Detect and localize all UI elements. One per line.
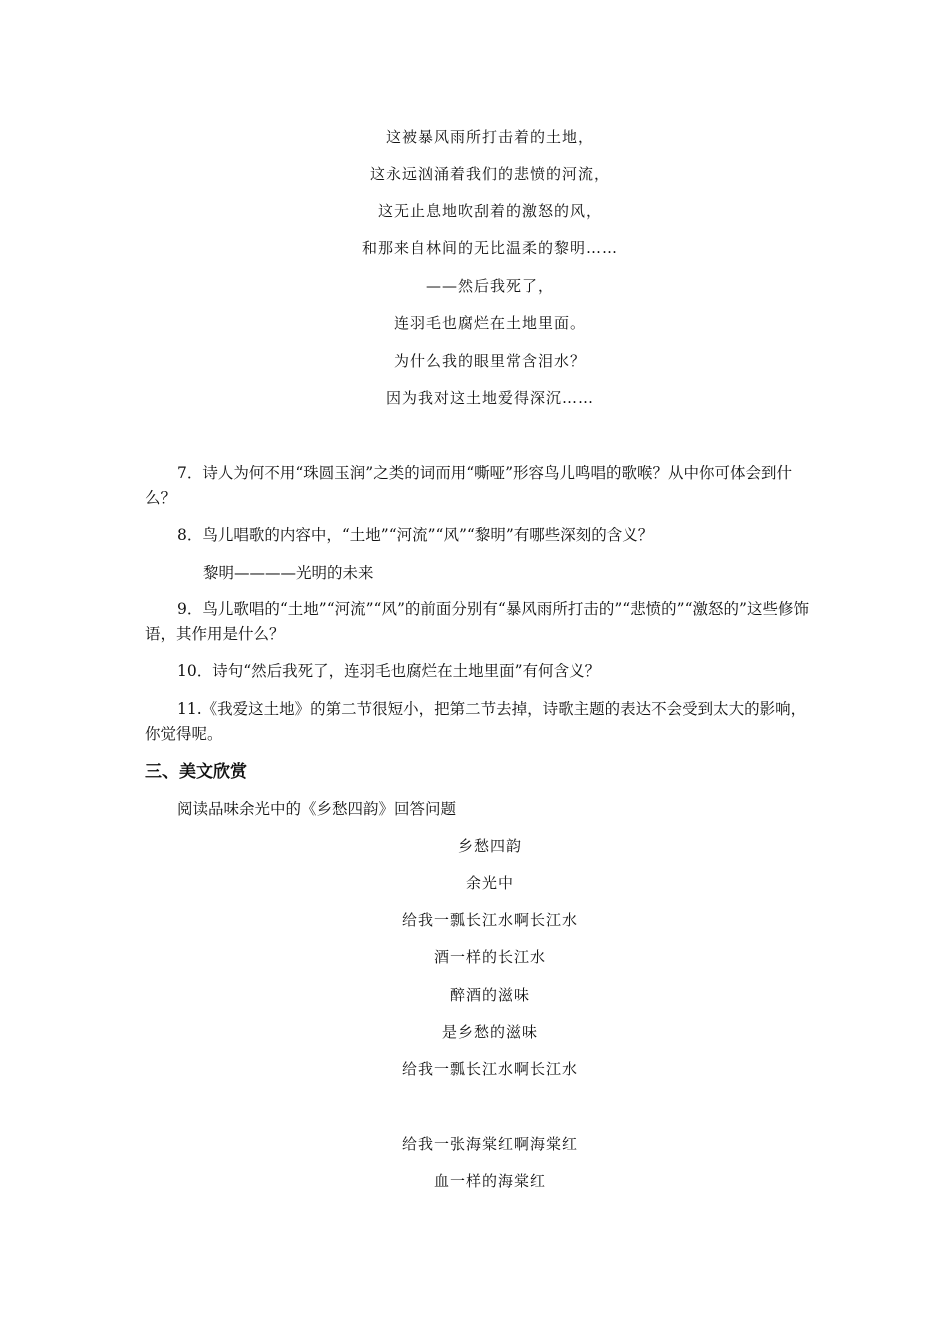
section-heading: 三、美文欣赏: [145, 762, 247, 782]
question-9: 9．鸟儿歌唱的“土地”“河流”“风”的前面分别有“暴风雨所打击的”“悲愤的”“激怒的”这些修饰语，其作用是什么？: [145, 600, 809, 643]
poem2-stanza2-line-1: 给我一张海棠红啊海棠红: [401, 1135, 578, 1153]
poem1-line-1: 这被暴风雨所打击着的土地，: [385, 128, 594, 146]
poem1-line-2: 这永远汹涌着我们的悲愤的河流，: [369, 165, 610, 183]
poem1-line-6: 连羽毛也腐烂在土地里面。: [393, 314, 586, 332]
poem2-stanza1-line-2: 酒一样的长江水: [433, 948, 546, 966]
question-8: 8．鸟儿唱歌的内容中，“土地”“河流”“风”“黎明”有哪些深刻的含义？: [177, 526, 654, 544]
poem2-title: 乡愁四韵: [457, 837, 522, 855]
poem2-stanza1-line-3: 醉酒的滋味: [449, 986, 530, 1004]
poem2-stanza1-line-4: 是乡愁的滋味: [441, 1023, 538, 1041]
poem2-stanza2-line-2: 血一样的海棠红: [433, 1172, 546, 1190]
poem1-line-5: ——然后我死了，: [425, 277, 554, 295]
poem2-stanza1-line-1: 给我一瓢长江水啊长江水: [401, 911, 578, 929]
question-10: 10．诗句“然后我死了，连羽毛也腐烂在土地里面”有何含义？: [177, 662, 601, 680]
poem1-line-7: 为什么我的眼里常含泪水？: [393, 352, 586, 370]
question-7: 7．诗人为何不用“珠圆玉润”之类的词而用“嘶哑”形容鸟儿鸣唱的歌喉？从中你可体会到什么？: [145, 464, 793, 507]
poem2-stanza1-line-5: 给我一瓢长江水啊长江水: [401, 1060, 578, 1078]
section-intro: 阅读品味余光中的《乡愁四韵》回答问题: [177, 800, 457, 818]
poem1-line-8: 因为我对这土地爱得深沉……: [385, 389, 594, 407]
question-11: 11.《我爱这土地》的第二节很短小，把第二节去掉，诗歌主题的表达不会受到太大的影响，你觉得呢。: [145, 700, 807, 743]
poem2-author: 余光中: [465, 874, 514, 892]
poem1-line-4: 和那来自林间的无比温柔的黎明……: [361, 239, 618, 257]
question-8-answer: 黎明————光明的未来: [203, 564, 374, 582]
poem1-line-3: 这无止息地吹刮着的激怒的风，: [377, 202, 602, 220]
